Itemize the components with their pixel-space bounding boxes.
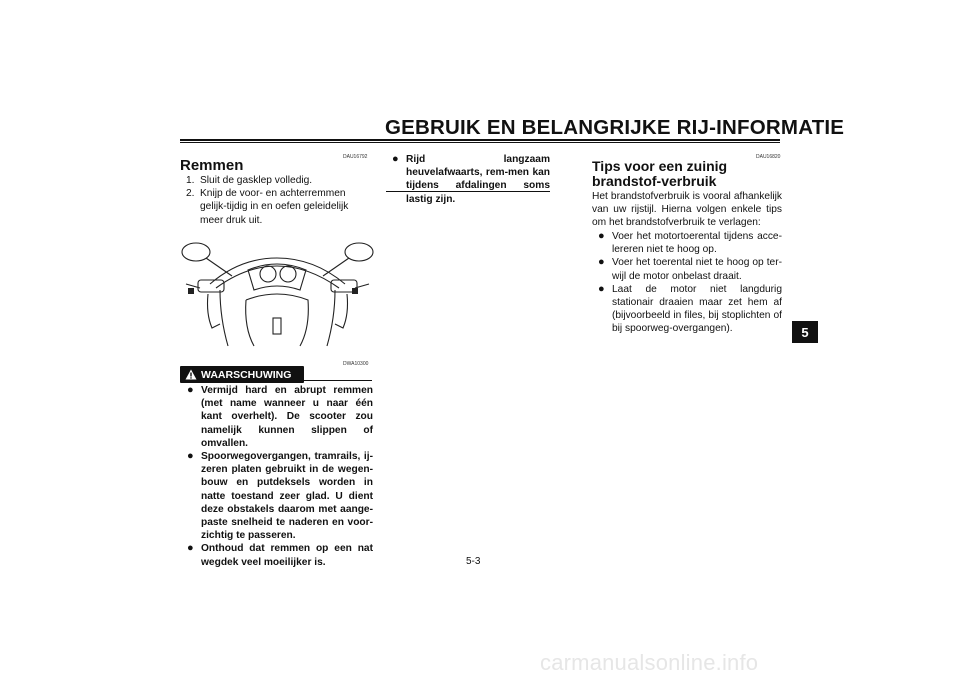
- step-item: 2. Knijp de voor- en achterremmen gelijk-tijdig in en oefen geleidelijk meer druk uit.: [186, 188, 349, 226]
- page-title: GEBRUIK EN BELANGRIJKE RIJ-INFORMATIE: [385, 116, 845, 139]
- section-heading-tips: Tips voor een zuinig brandstof-verbruik: [592, 158, 728, 189]
- header-rule: [180, 139, 780, 141]
- warning-continued: [392, 153, 550, 206]
- section-heading-remmen: Remmen: [180, 157, 244, 174]
- watermark: carmanualsonline.info: [540, 650, 759, 675]
- warning-item: ● Vermijd hard en abrupt remmen (met name wanneer u naar één kant overhelt). De scooter zou namelijk kunnen slippen of omvallen.: [187, 384, 373, 449]
- tip-item: ● Laat de motor niet langdurig stationair draaien maar zet hem af (bijvoorbeeld in files, bij stoplichten of bij spoorweg-overgangen).: [598, 282, 782, 335]
- warning-item: ● Onthoud dat remmen op een nat wegdek veel moeilijker is.: [187, 542, 373, 568]
- warning-item: ● Spoorwegovergangen, tramrails, ij-zeren platen gebruikt in de wegen-bouw en putdeksels worden in natte toestand zeer glad. U dient deze obstakels daarom met aange-paste snelheid te naderen en voor-zichtig te passeren.: [187, 450, 373, 542]
- page-number: 5-3: [466, 556, 481, 567]
- scooter-handlebar-illustration: [180, 228, 375, 348]
- header-rule-thin: [180, 142, 780, 143]
- warning-triangle-icon: [185, 369, 197, 380]
- section-code: DAU16820: [756, 154, 781, 160]
- warning-item: ● Rijd langzaam heuvelafwaarts, rem-men kan tijdens afdalingen soms lastig zijn.: [392, 153, 550, 205]
- warning-code: DWA10300: [343, 361, 369, 367]
- warning-list: [187, 384, 373, 569]
- chapter-tab: 5: [792, 321, 818, 343]
- step-item: 1. Sluit de gasklep volledig.: [186, 175, 313, 186]
- warning-label: WAARSCHUWING: [201, 368, 292, 381]
- warning-end-rule: [386, 191, 550, 192]
- warning-rule: [180, 380, 372, 381]
- tips-intro: Het brandstofverbruik is vooral afhankelijk van uw rijstijl. Hierna volgen enkele tips om het brandstofverbruik te verlagen:: [592, 191, 782, 229]
- tip-item: ● Voer het toerental niet te hoog op ter-wijl de motor onbelast draait.: [598, 256, 782, 282]
- steps-list: [186, 174, 373, 227]
- tips-list: [598, 230, 782, 336]
- tip-item: ● Voer het motortoerental tijdens acce-lereren niet te hoog op.: [598, 230, 782, 256]
- section-code: DAU16792: [343, 154, 368, 160]
